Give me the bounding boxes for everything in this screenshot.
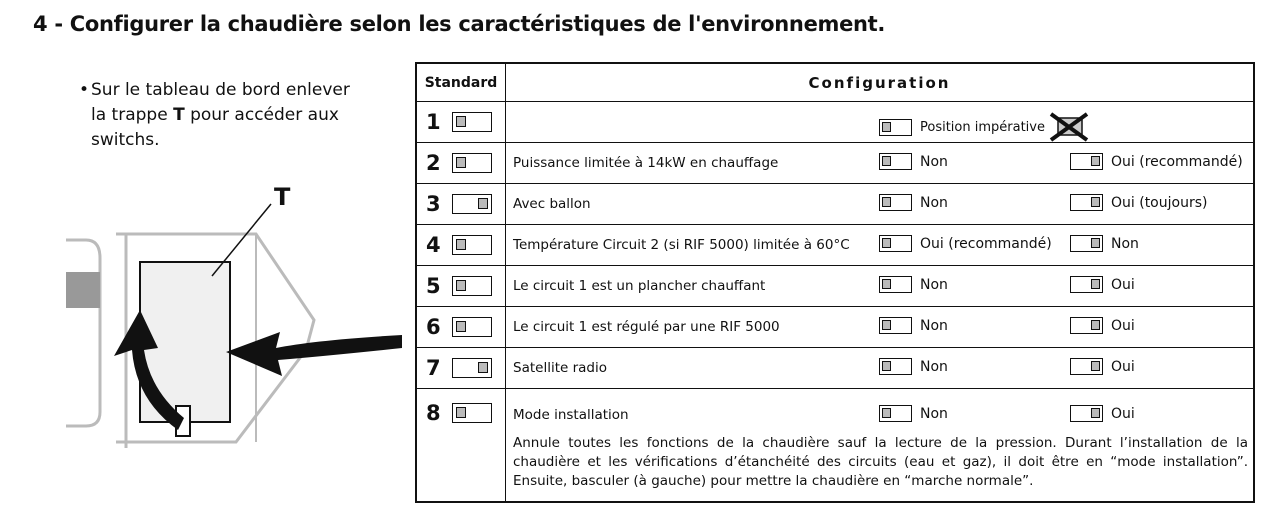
- option-left-label: Non: [920, 276, 948, 293]
- option-right-label: Oui (toujours): [1111, 194, 1208, 211]
- option-right-label: Oui: [1111, 358, 1135, 375]
- table-row: [416, 143, 1254, 184]
- option-right-label: Oui: [1111, 405, 1135, 422]
- insert-arrow-icon: [226, 332, 402, 376]
- table-row: [416, 307, 1254, 348]
- option-left-label: Non: [920, 317, 948, 334]
- instruction-line-3: switchs.: [91, 130, 160, 150]
- switch-left-icon: [879, 194, 912, 211]
- table-row: [416, 184, 1254, 225]
- option-description: Température Circuit 2 (si RIF 5000) limitée à 60°C: [513, 237, 850, 253]
- switch-icon: [452, 194, 492, 214]
- bullet: •: [79, 80, 90, 100]
- forbidden-cross-icon: [1049, 112, 1089, 142]
- switch-number: 2: [426, 151, 441, 175]
- switch-left-icon: [879, 153, 912, 170]
- switch-left-icon: [879, 119, 912, 136]
- trap-letter: T: [173, 105, 185, 125]
- switch-right-icon: [1070, 153, 1103, 170]
- option-left-label: Non: [920, 358, 948, 375]
- table-row: [416, 225, 1254, 266]
- switch-right-icon: [1070, 194, 1103, 211]
- option-label: Position impérative: [920, 119, 1045, 135]
- dashboard-illustration: [66, 180, 406, 460]
- option-left-label: Non: [920, 194, 948, 211]
- option-description: Puissance limitée à 14kW en chauffage: [513, 155, 779, 171]
- option-right-label: Oui: [1111, 317, 1135, 334]
- switch-right-icon: [1070, 358, 1103, 375]
- gray-indicator: [66, 272, 100, 308]
- switch-number: 3: [426, 192, 441, 216]
- table-row: [416, 266, 1254, 307]
- switch-number: 4: [426, 233, 441, 257]
- option-left-label: Oui (recommandé): [920, 235, 1052, 252]
- installation-note: Annule toutes les fonctions de la chaudière sauf la lecture de la pression. Durant l’installation de la chaudière et les vérifications d’étanchéité des circuits (eau et gaz), il doit être en “mode installation”. Ensuite, basculer (à gauche) pour mettre la chaudière en “marche normale”.: [513, 435, 1248, 489]
- switch-icon: [452, 276, 492, 296]
- switch-right-icon: [1070, 235, 1103, 252]
- switch-icon: [452, 112, 492, 132]
- option-description: Satellite radio: [513, 360, 607, 376]
- instruction-line-2: la trappe T pour accéder aux: [91, 105, 339, 125]
- option-description: Mode installation: [513, 407, 629, 423]
- switch-icon: [452, 358, 492, 378]
- switch-number: 1: [426, 110, 441, 134]
- option-description: Le circuit 1 est régulé par une RIF 5000: [513, 319, 780, 335]
- option-description: Avec ballon: [513, 196, 591, 212]
- option-right-label: Oui: [1111, 276, 1135, 293]
- switch-right-icon: [1070, 317, 1103, 334]
- switch-icon: [452, 317, 492, 337]
- switch-right-icon: [1070, 405, 1103, 422]
- option-description: Le circuit 1 est un plancher chauffant: [513, 278, 766, 294]
- switch-number: 8: [426, 401, 441, 425]
- switch-right-icon: [1070, 276, 1103, 293]
- header-configuration: Configuration: [506, 63, 1255, 102]
- switch-config-table: [415, 62, 1255, 503]
- option-left-label: Non: [920, 405, 948, 422]
- section-heading: 4 - Configurer la chaudière selon les caractéristiques de l'environnement.: [33, 12, 886, 36]
- switch-left-icon: [879, 405, 912, 422]
- switch-left-icon: [879, 235, 912, 252]
- table-row: [416, 102, 1254, 143]
- switch-icon: [452, 153, 492, 173]
- option-right-label: Oui (recommandé): [1111, 153, 1243, 170]
- instruction-line-1: Sur le tableau de bord enlever: [91, 80, 350, 100]
- header-standard: Standard: [416, 63, 506, 102]
- switch-left-icon: [879, 317, 912, 334]
- trap-label: T: [274, 183, 291, 211]
- switch-icon: [452, 235, 492, 255]
- table-row: [416, 348, 1254, 389]
- switch-number: 6: [426, 315, 441, 339]
- table-row: [416, 389, 1254, 503]
- switch-left-icon: [879, 276, 912, 293]
- option-right-label: Non: [1111, 235, 1139, 252]
- instruction-text: [79, 78, 401, 153]
- switch-icon: [452, 403, 492, 423]
- switch-number: 7: [426, 356, 441, 380]
- option-left-label: Non: [920, 153, 948, 170]
- switch-left-icon: [879, 358, 912, 375]
- switch-number: 5: [426, 274, 441, 298]
